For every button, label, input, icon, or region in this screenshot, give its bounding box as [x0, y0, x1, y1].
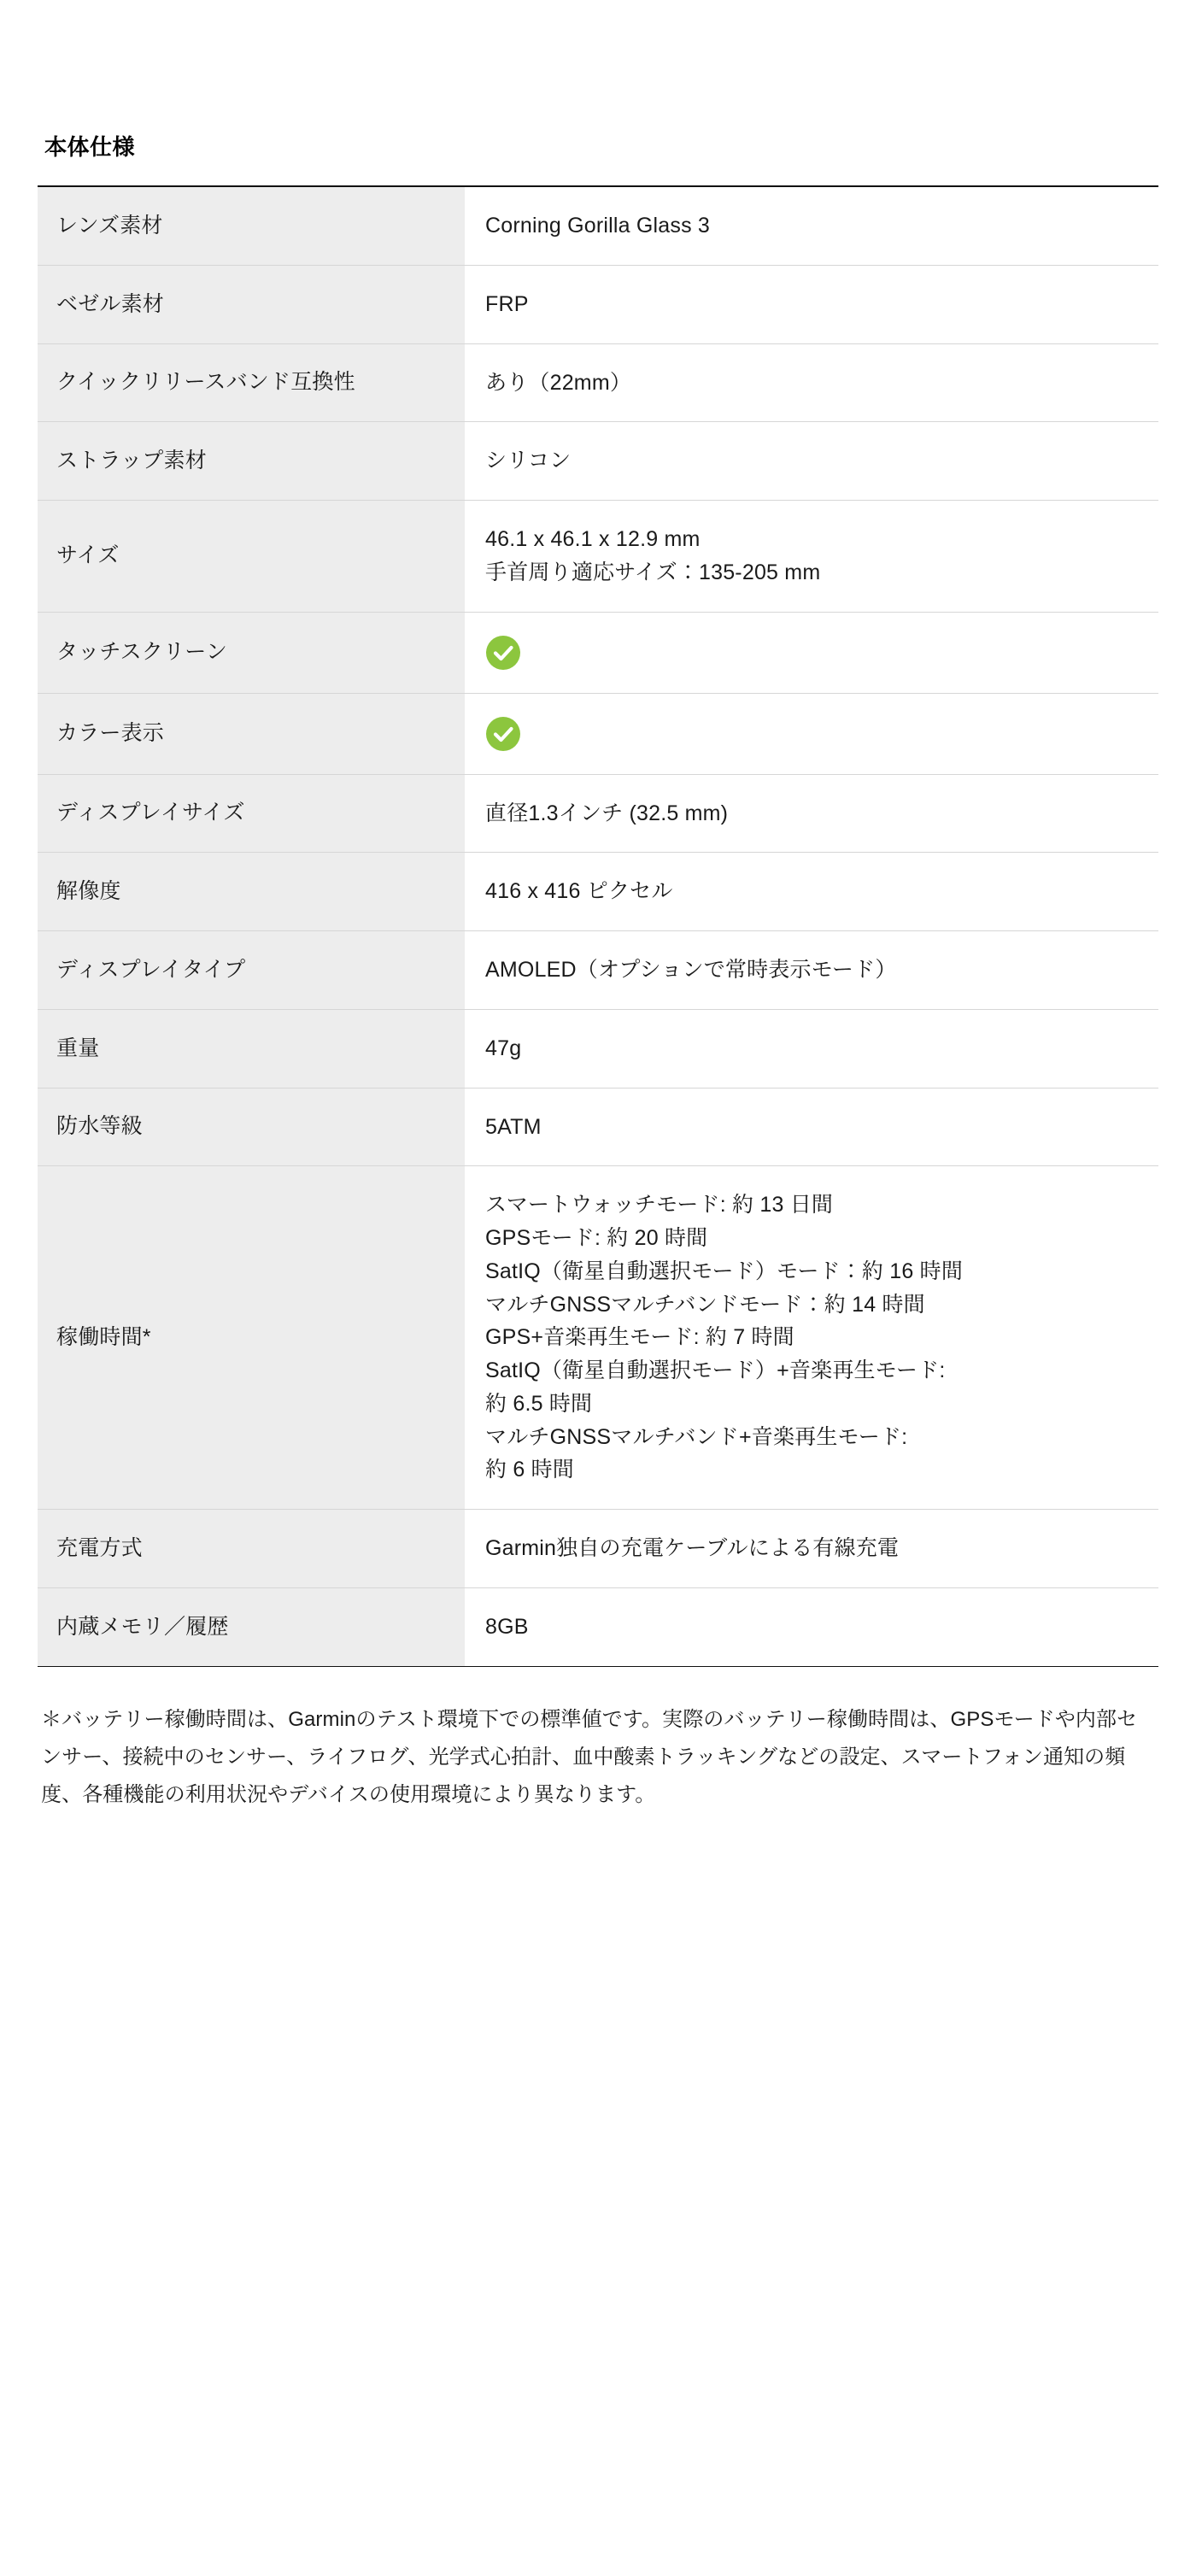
spec-value: [465, 612, 1158, 693]
spec-value: [465, 343, 1158, 422]
table-row: [38, 693, 1158, 774]
spec-value: [465, 1510, 1158, 1588]
spec-value: [465, 1166, 1158, 1510]
table-row: [38, 501, 1158, 613]
spec-value: [465, 1009, 1158, 1088]
spec-value: [465, 1587, 1158, 1666]
spec-value-line: 手首周り適応サイズ：135-205 mm: [485, 560, 821, 584]
spec-label: ディスプレイタイプ: [38, 931, 465, 1010]
spec-label: 防水等級: [38, 1088, 465, 1166]
spec-value-line: 約 6.5 時間: [485, 1391, 593, 1416]
spec-value-line: AMOLED（オプションで常時表示モード）: [485, 958, 897, 982]
spec-value-line: マルチGNSSマルチバンド+音楽再生モード:: [485, 1424, 908, 1449]
spec-value-line: 416 x 416 ピクセル: [485, 879, 673, 904]
spec-value: [465, 693, 1158, 774]
spec-value-line: SatIQ（衛星自動選択モード）モード：約 16 時間: [485, 1259, 964, 1283]
table-body: [38, 186, 1158, 1666]
check-circle-icon: [485, 716, 521, 752]
table-row: [38, 1088, 1158, 1166]
table-row: [38, 422, 1158, 501]
specifications-table: [38, 185, 1158, 1667]
spec-value-line: Garmin独自の充電ケーブルによる有線充電: [485, 1536, 900, 1560]
spec-label: 稼働時間*: [38, 1166, 465, 1510]
spec-value-line: 46.1 x 46.1 x 12.9 mm: [485, 527, 701, 551]
table-row: [38, 1166, 1158, 1510]
spec-value-line: FRP: [485, 291, 529, 316]
spec-value-line: GPS+音楽再生モード: 約 7 時間: [485, 1325, 794, 1350]
spec-value: [465, 186, 1158, 265]
spec-value-line: 直径1.3インチ (32.5 mm): [485, 801, 729, 825]
table-row: [38, 186, 1158, 265]
spec-label: 内蔵メモリ／履歴: [38, 1587, 465, 1666]
table-row: [38, 265, 1158, 343]
table-row: [38, 774, 1158, 853]
spec-value-line: GPSモード: 約 20 時間: [485, 1226, 708, 1250]
table-row: [38, 1009, 1158, 1088]
spec-label: 充電方式: [38, 1510, 465, 1588]
spec-label: レンズ素材: [38, 186, 465, 265]
table-row: [38, 1510, 1158, 1588]
spec-value: [465, 931, 1158, 1010]
spec-value: [465, 422, 1158, 501]
spec-value: [465, 501, 1158, 613]
page-title: 本体仕様: [44, 134, 136, 160]
spec-value-line: SatIQ（衛星自動選択モード）+音楽再生モード:: [485, 1358, 946, 1382]
spec-value-line: 8GB: [485, 1614, 529, 1639]
spec-label: クイックリリースバンド互換性: [38, 343, 465, 422]
spec-value-line: シリコン: [485, 449, 572, 473]
spec-value: [465, 1088, 1158, 1166]
table-row: [38, 612, 1158, 693]
table-row: [38, 1587, 1158, 1666]
spec-label: 解像度: [38, 853, 465, 931]
spec-value-line: 約 6 時間: [485, 1458, 574, 1482]
spec-value: [465, 774, 1158, 853]
spec-value-line: 47g: [485, 1036, 522, 1060]
spec-page: [0, 130, 1196, 1815]
spec-value-line: マルチGNSSマルチバンドモード：約 14 時間: [485, 1292, 925, 1317]
table-row: [38, 853, 1158, 931]
footnote: ＊バッテリー稼働時間は、Garminのテスト環境下での標準値です。実際のバッテリー稼働時間は、GPSモードや内部センサー、接続中のセンサー、ライフログ、光学式心拍計、血中酸素トラッキングなどの設定、スマートフォン通知の頻度、各種機能の利用状況やデバイスの使用環境により異なります。: [41, 1707, 1138, 1807]
check-circle-icon: [485, 635, 521, 671]
table-row: [38, 931, 1158, 1010]
spec-label: ストラップ素材: [38, 422, 465, 501]
spec-value-line: あり（22mm）: [485, 370, 632, 395]
table-row: [38, 343, 1158, 422]
spec-label: サイズ: [38, 501, 465, 613]
spec-label: タッチスクリーン: [38, 612, 465, 693]
spec-value: [465, 265, 1158, 343]
spec-label: カラー表示: [38, 693, 465, 774]
spec-value-line: 5ATM: [485, 1114, 542, 1139]
spec-value-line: Corning Gorilla Glass 3: [485, 214, 711, 238]
spec-label: ベゼル素材: [38, 265, 465, 343]
spec-value-line: スマートウォッチモード: 約 13 日間: [485, 1193, 834, 1218]
spec-label: 重量: [38, 1009, 465, 1088]
spec-label: ディスプレイサイズ: [38, 774, 465, 853]
spec-value: [465, 853, 1158, 931]
